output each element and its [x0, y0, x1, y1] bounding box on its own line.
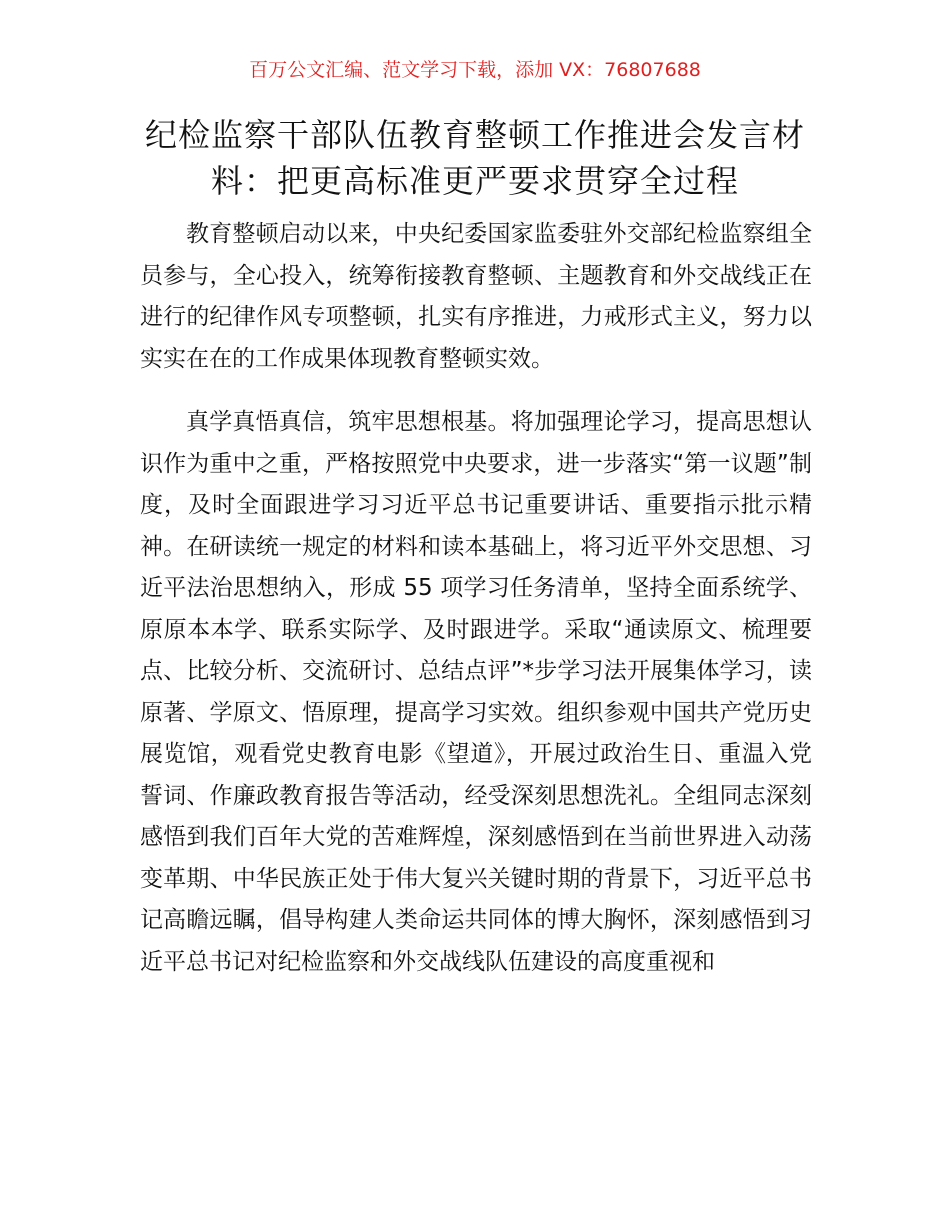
header-watermark: 百万公文汇编、范文学习下载，添加 VX：76807688	[249, 59, 701, 81]
document-title-line-1: 纪检监察干部队伍教育整顿工作推进会发言材	[144, 116, 805, 154]
document-title-line-2: 料：把更高标准更严要求贯穿全过程	[210, 162, 739, 200]
document-body	[140, 214, 812, 983]
paragraph-study: 真学真悟真信，筑牢思想根基。将加强理论学习，提高思想认识作为重中之重，严格按照党中央要求，进一步落实“第一议题”制度，及时全面跟进学习习近平总书记重要讲话、重要指示批示精神。在研读统一规定的材料和读本基础上，将习近平外交思想、习近平法治思想纳入，形成 55 项学习任务清单，坚持全面系统学、原原本本学、联系实际学、及时跟进学。采取“通读原文、梳理要点、比较分析、交流研讨、总结点评”*步学习法开展集体学习，读原著、学原文、悟原理，提高学习实效。组织参观中国共产党历史展览馆，观看党史教育电影《望道》，开展过政治生日、重温入党誓词、作廉政教育报告等活动，经受深刻思想洗礼。全组同志深刻感悟到我们百年大党的苦难辉煌，深刻感悟到在当前世界进入动荡变革期、中华民族正处于伟大复兴关键时期的背景下，习近平总书记高瞻远瞩，倡导构建人类命运共同体的博大胸怀，深刻感悟到习近平总书记对纪检监察和外交战线队伍建设的高度重视和	[140, 409, 812, 975]
document-title	[140, 112, 810, 204]
paragraph-intro: 教育整顿启动以来，中央纪委国家监委驻外交部纪检监察组全员参与，全心投入，统筹衔接教育整顿、主题教育和外交战线正在进行的纪律作风专项整顿，扎实有序推进，力戒形式主义，努力以实实在在的工作成果体现教育整顿实效。	[140, 221, 812, 372]
